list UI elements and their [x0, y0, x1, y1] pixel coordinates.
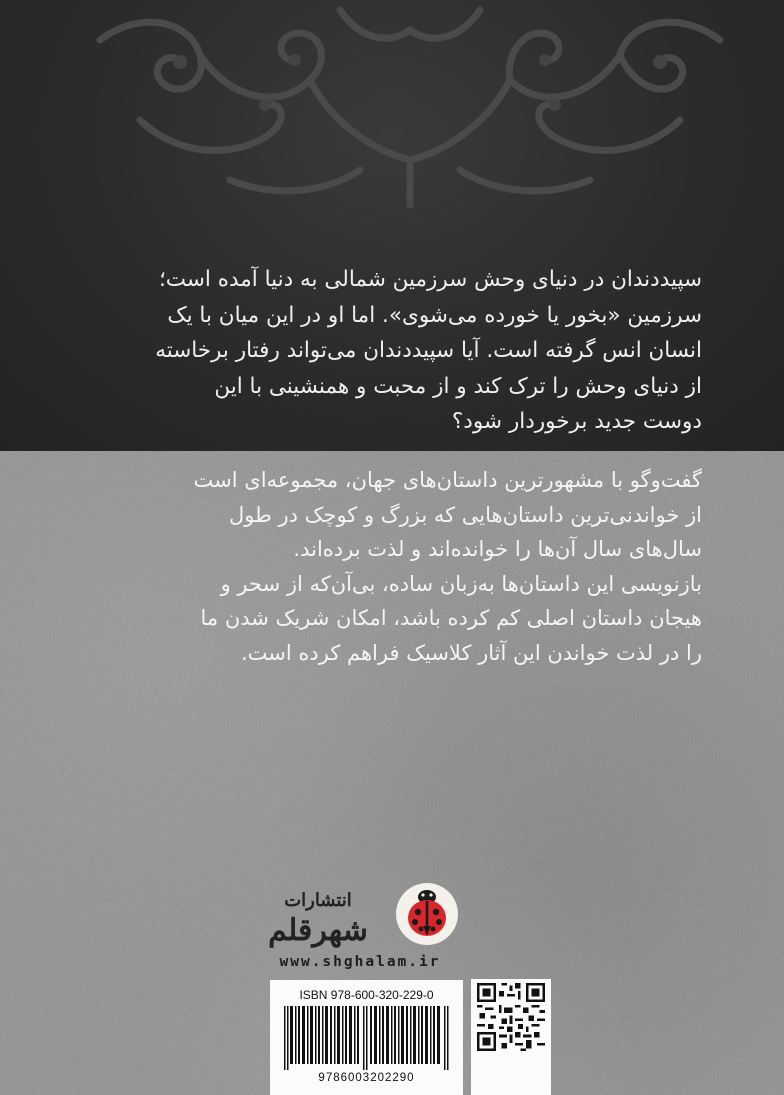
series-blurb-line: را در لذت خواندن این آثار کلاسیک فراهم کرده است.: [240, 640, 702, 665]
series-blurb-line: از خواندنی‌ترین داستان‌هایی که بزرگ و کوچک در طول: [229, 502, 702, 527]
isbn-number: ISBN 978-600-320-229-0: [299, 988, 434, 1002]
series-blurb-line: هیجان داستان اصلی کم کرده باشد، امکان شریک شدن ما: [200, 606, 702, 630]
ornament-icon: [80, 0, 740, 210]
barcode-icon: [284, 1006, 450, 1070]
story-blurb-line: انسان انس گرفته است. آیا سپیددندان می‌تواند رفتار برخاسته: [155, 338, 702, 363]
story-blurb-line: سرزمین «بخور یا خورده می‌شوی». اما او در این میان با یک: [167, 302, 702, 328]
qr-code-label: [471, 979, 551, 1095]
publisher-logo-line2: شهرقلم: [268, 913, 368, 948]
story-blurb-line: دوست جدید برخوردار شود؟: [451, 409, 702, 434]
publisher-website: www.shghalam.ir: [279, 954, 441, 970]
qr-code-icon: [477, 983, 545, 1051]
series-blurb-line: بازنویسی این داستان‌ها به‌زبان ساده، بی‌آن‌که از سحر و: [220, 571, 702, 596]
ladybug-icon: [395, 882, 459, 946]
publisher-logo-line1: انتشارات: [284, 890, 352, 911]
barcode-digits: 9786003202290: [318, 1072, 415, 1084]
dark-top-panel: [0, 0, 784, 451]
story-blurb: [62, 262, 702, 440]
series-blurb: [62, 463, 702, 670]
series-blurb-line: سال‌های سال آن‌ها را خوانده‌اند و لذت برده‌اند.: [293, 537, 702, 561]
story-blurb-line: از دنیای وحش را ترک کند و از محبت و همنشینی با این: [214, 373, 702, 399]
series-blurb-line: گفت‌وگو با مشهورترین داستان‌های جهان، مجموعه‌ای است: [193, 468, 702, 492]
story-blurb-line: سپیددندان در دنیای وحش سرزمین شمالی به دنیا آمده است؛: [158, 267, 702, 292]
publisher-logo: [240, 882, 480, 972]
isbn-barcode-label: [270, 980, 463, 1095]
publisher-name: [248, 886, 388, 950]
